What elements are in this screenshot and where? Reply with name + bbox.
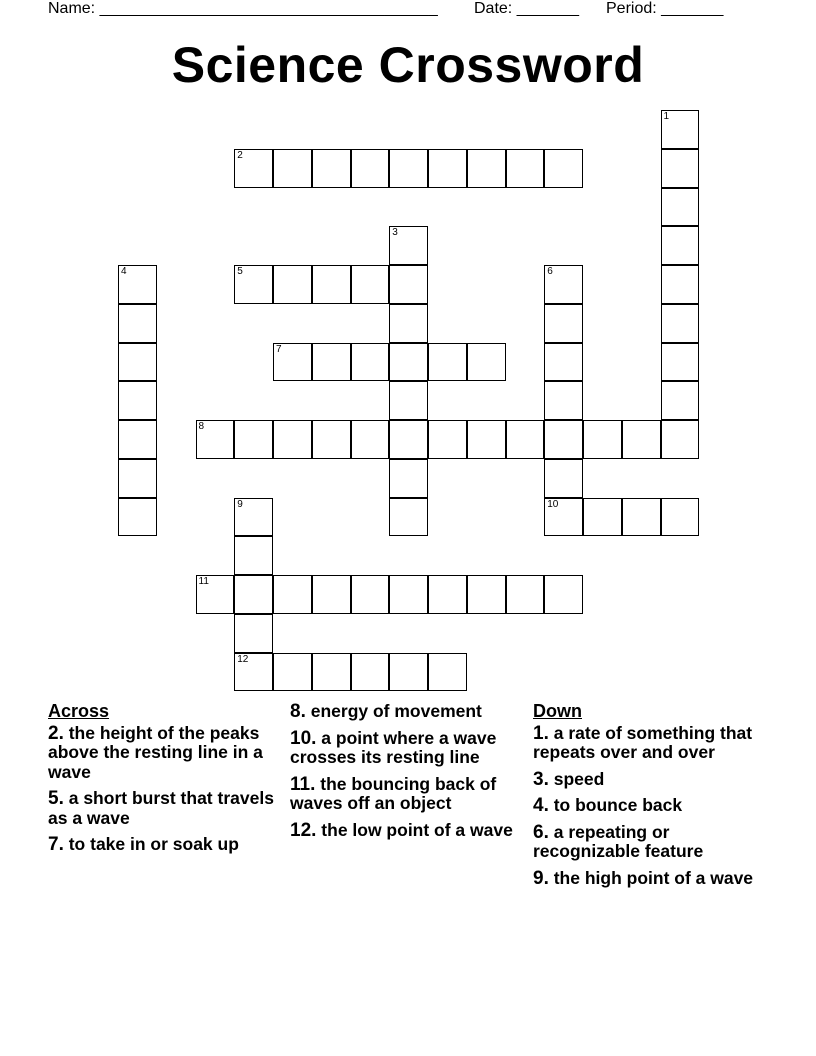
grid-cell[interactable]	[544, 575, 583, 614]
down-clue	[533, 796, 773, 816]
grid-cell[interactable]	[428, 420, 467, 459]
grid-cell[interactable]	[273, 265, 312, 304]
grid-cell[interactable]	[234, 265, 273, 304]
grid-cell[interactable]	[661, 304, 700, 343]
grid-cell[interactable]	[234, 614, 273, 653]
clue-text: the high point of a wave	[553, 867, 754, 888]
clue-number: 10	[547, 498, 559, 510]
grid-cell[interactable]	[544, 304, 583, 343]
clue-text: energy of movement	[310, 701, 482, 721]
clue-number: 5.	[48, 788, 64, 809]
grid-cell[interactable]	[661, 110, 700, 149]
grid-cell[interactable]	[118, 459, 157, 498]
grid-cell[interactable]	[467, 149, 506, 188]
across-clue	[290, 821, 526, 841]
grid-cell[interactable]	[467, 420, 506, 459]
clue-text: a point where a wave crosses its resting line	[290, 727, 497, 767]
clue-number: 9.	[533, 867, 549, 889]
clue-number: 11.	[290, 773, 316, 795]
grid-cell[interactable]	[351, 265, 390, 304]
grid-cell[interactable]	[661, 188, 700, 227]
grid-cell[interactable]	[428, 575, 467, 614]
grid-cell[interactable]	[118, 420, 157, 459]
grid-cell[interactable]	[234, 420, 273, 459]
grid-cell[interactable]	[312, 265, 351, 304]
clue-number: 6.	[533, 821, 549, 843]
grid-cell[interactable]	[351, 653, 390, 692]
grid-cell[interactable]	[622, 420, 661, 459]
grid-cell[interactable]	[312, 149, 351, 188]
grid-cell[interactable]	[351, 575, 390, 614]
grid-cell[interactable]	[234, 653, 273, 692]
grid-cell[interactable]	[428, 149, 467, 188]
clue-number: 9	[237, 498, 243, 510]
clue-number: 7.	[48, 834, 64, 855]
clue-number: 6	[547, 266, 553, 277]
grid-cell[interactable]	[389, 653, 428, 692]
down-clue	[533, 823, 773, 862]
date-label: Date:	[474, 0, 513, 17]
grid-cell[interactable]	[389, 575, 428, 614]
date-blank[interactable]: _______	[516, 0, 579, 17]
clue-number: 10.	[290, 727, 317, 749]
clue-text: a short burst that travels as a wave	[48, 788, 274, 828]
clue-number: 3.	[533, 768, 549, 790]
clue-number: 5	[237, 266, 243, 277]
grid-cell[interactable]	[389, 149, 428, 188]
clue-text: the height of the peaks above the resting line in a wave	[48, 722, 263, 782]
clue-number: 7	[276, 343, 282, 355]
name-field[interactable]	[48, 0, 438, 18]
grid-cell[interactable]	[506, 575, 545, 614]
across-clues-col1	[48, 702, 284, 862]
grid-cell[interactable]	[544, 265, 583, 304]
grid-cell[interactable]	[118, 304, 157, 343]
across-clue	[48, 835, 284, 855]
period-label: Period:	[606, 0, 657, 17]
grid-cell[interactable]	[118, 265, 157, 304]
across-clue	[290, 775, 526, 814]
grid-cell[interactable]	[389, 420, 428, 459]
grid-cell[interactable]	[506, 420, 545, 459]
grid-cell[interactable]	[661, 149, 700, 188]
clue-number: 12	[237, 653, 249, 665]
grid-cell[interactable]	[312, 653, 351, 692]
clue-text: the low point of a wave	[321, 819, 513, 840]
grid-cell[interactable]	[506, 149, 545, 188]
across-clues-col2	[290, 702, 526, 847]
clue-number: 2.	[48, 722, 64, 744]
grid-cell[interactable]	[544, 149, 583, 188]
grid-cell[interactable]	[544, 381, 583, 420]
grid-cell[interactable]	[234, 149, 273, 188]
grid-cell[interactable]	[273, 575, 312, 614]
clue-number: 1.	[533, 722, 549, 744]
clue-number: 4	[121, 266, 127, 277]
grid-cell[interactable]	[661, 498, 700, 537]
grid-cell[interactable]	[312, 343, 351, 382]
grid-cell[interactable]	[312, 575, 351, 614]
grid-cell[interactable]	[544, 420, 583, 459]
grid-cell[interactable]	[428, 653, 467, 692]
grid-cell[interactable]	[389, 304, 428, 343]
grid-cell[interactable]	[661, 343, 700, 382]
clue-number: 3	[392, 227, 398, 239]
grid-cell[interactable]	[273, 343, 312, 382]
grid-cell[interactable]	[234, 536, 273, 575]
grid-cell[interactable]	[661, 226, 700, 265]
down-clues	[533, 702, 773, 895]
clue-text: the bouncing back of waves off an object	[290, 773, 497, 813]
down-clue	[533, 869, 773, 889]
grid-cell[interactable]	[389, 498, 428, 537]
grid-cell[interactable]	[544, 498, 583, 537]
date-field[interactable]	[474, 0, 579, 18]
grid-cell[interactable]	[351, 343, 390, 382]
grid-cell[interactable]	[389, 343, 428, 382]
grid-cell[interactable]	[196, 575, 235, 614]
grid-cell[interactable]	[467, 575, 506, 614]
grid-cell[interactable]	[544, 459, 583, 498]
name-blank[interactable]: ______________________________________	[99, 0, 438, 17]
grid-cell[interactable]	[351, 420, 390, 459]
across-clue	[290, 702, 526, 722]
clue-text: a rate of something that repeats over and over	[533, 722, 753, 762]
clue-text: to bounce back	[553, 795, 683, 815]
grid-cell[interactable]	[234, 575, 273, 614]
clue-text: a repeating or recognizable feature	[533, 821, 704, 861]
grid-cell[interactable]	[583, 498, 622, 537]
clue-text: to take in or soak up	[68, 834, 239, 854]
down-clue	[533, 724, 773, 763]
grid-cell[interactable]	[118, 498, 157, 537]
period-field[interactable]	[606, 0, 723, 18]
grid-cell[interactable]	[661, 420, 700, 459]
grid-cell[interactable]	[389, 459, 428, 498]
grid-cell[interactable]	[622, 498, 661, 537]
clue-number: 2	[237, 149, 243, 161]
grid-cell[interactable]	[661, 381, 700, 420]
grid-cell[interactable]	[196, 420, 235, 459]
grid-cell[interactable]	[118, 381, 157, 420]
grid-cell[interactable]	[544, 343, 583, 382]
grid-cell[interactable]	[389, 226, 428, 265]
grid-cell[interactable]	[234, 498, 273, 537]
across-clue	[290, 729, 526, 768]
down-clue	[533, 770, 773, 790]
grid-cell[interactable]	[273, 420, 312, 459]
grid-cell[interactable]	[583, 420, 622, 459]
clue-text: speed	[553, 768, 605, 789]
grid-cell[interactable]	[467, 343, 506, 382]
page-title: Science Crossword	[171, 37, 645, 93]
clue-number: 11	[198, 576, 209, 587]
period-blank[interactable]: _______	[661, 0, 724, 17]
clue-number: 8.	[290, 701, 306, 722]
across-clue	[48, 789, 284, 828]
grid-cell[interactable]	[273, 149, 312, 188]
clue-number: 1	[663, 111, 670, 122]
clue-number: 4.	[533, 795, 549, 816]
grid-cell[interactable]	[118, 343, 157, 382]
grid-cell[interactable]	[312, 420, 351, 459]
grid-cell[interactable]	[428, 343, 467, 382]
clue-number: 12.	[290, 819, 317, 841]
across-clue	[48, 724, 284, 783]
clue-number: 8	[198, 421, 205, 432]
grid-cell[interactable]	[351, 149, 390, 188]
name-label: Name:	[48, 0, 96, 17]
grid-cell[interactable]	[389, 381, 428, 420]
down-heading: Down	[533, 701, 582, 721]
grid-cell[interactable]	[661, 265, 700, 304]
grid-cell[interactable]	[389, 265, 428, 304]
across-heading: Across	[48, 701, 110, 721]
grid-cell[interactable]	[273, 653, 312, 692]
